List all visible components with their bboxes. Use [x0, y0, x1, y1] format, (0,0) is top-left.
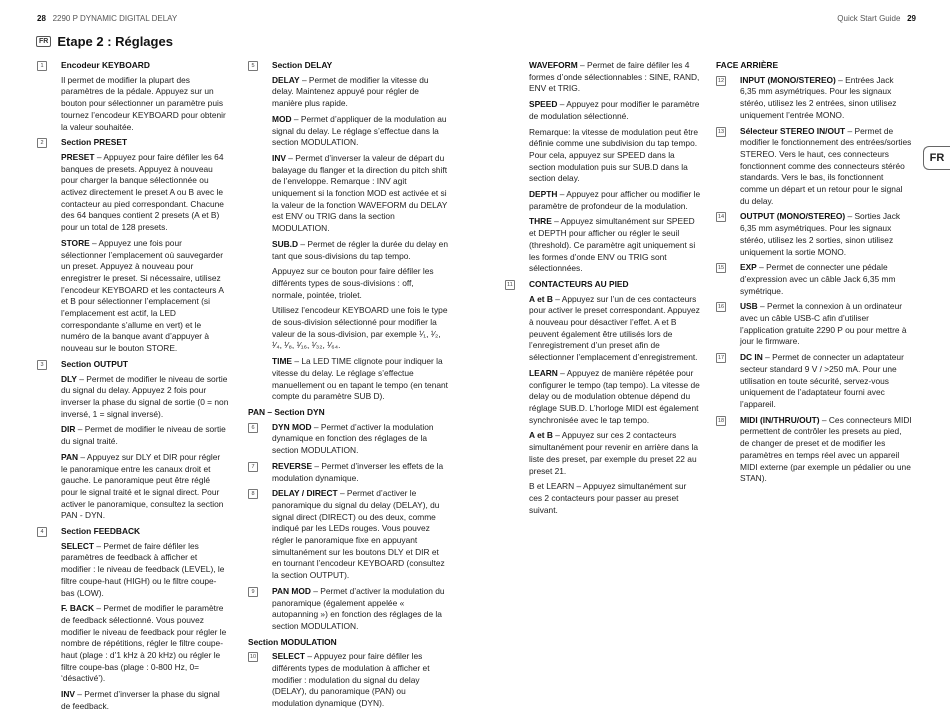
term: PAN — [61, 451, 79, 462]
callout-number: 4 — [37, 527, 47, 537]
paragraph — [740, 301, 912, 348]
callout-number: 11 — [505, 280, 515, 290]
callout-number: 14 — [717, 214, 725, 221]
callout-number: 16 — [717, 304, 725, 311]
term: A et B — [529, 293, 553, 304]
term: LEARN — [529, 367, 558, 378]
term: EXP — [740, 262, 757, 273]
paragraph — [529, 294, 701, 364]
description: – Permet la connexion à un ordinateur avec un câble USB-C afin d’utiliser l’application gratuite 2290 P ou pour mettre à jour le firmware. — [740, 301, 907, 347]
term: SUB.D — [272, 238, 299, 249]
column-3 — [505, 60, 701, 520]
description: – Permet de régler la durée du delay en tant que sous-divisions du tap tempo. — [272, 238, 448, 261]
description: – Sorties Jack 6,35 mm asymétriques. Pour les signaux stéréo, utilisez les 2 sorties, sinon utilisez uniquement la sortie MONO. — [740, 211, 901, 257]
paragraph: Appuyez sur ce bouton pour faire défiler les différents types de sous-divisions : off, normale, pointée, triolet. — [272, 266, 434, 300]
paragraph — [61, 152, 229, 234]
section-title: Section PRESET — [61, 137, 128, 148]
description: – Entrées Jack 6,35 mm asymétriques. Pour les signaux stéréo, utilisez les 2 entrées, sinon utilisez uniquement l’entrée MONO. — [740, 74, 897, 120]
description: – Permet de modifier le paramètre de feedback sélectionné. Vous pouvez modifier le niveau de feedback pour régler le nombre de répétitions, régler le filtre coupe-haut (plage : d’1 kHz à 20 kHz) ou régler le filtre coupe-bas (plage : 0-800 Hz, 0= ‘désactivé’). — [61, 603, 227, 684]
callout-number: 1 — [37, 61, 47, 71]
term: PAN MOD — [272, 585, 311, 596]
description: – Permet de faire défiler les 4 formes d’onde sélectionnables : SINE, RAND, ENV et TRIG. — [529, 60, 700, 94]
paragraph: Remarque: la vitesse de modulation peut être définie comme une subdivision du tap tempo. Pour cela, appuyez sur SPEED dans la section modulation puis sur SUB.D dans la section delay. — [529, 126, 698, 184]
section-feedback — [37, 526, 229, 713]
paragraph — [272, 114, 448, 149]
description: – Appuyez simultanément sur SPEED et DEPTH pour afficher ou régler le seuil (threshold). Ce paramètre agit uniquement si les formes d’onde ENV ou TRIG sont sélectionnées. — [529, 216, 696, 274]
description: – Permet d’inverser la phase du signal de feedback. — [61, 689, 220, 711]
paragraph — [529, 60, 701, 95]
callout-number: 7 — [248, 462, 258, 472]
paragraph — [529, 430, 701, 477]
section-reverse — [248, 461, 448, 484]
paragraph — [61, 603, 229, 685]
term: DLY — [61, 373, 77, 384]
paragraph — [740, 352, 912, 411]
term: TIME — [272, 356, 293, 367]
description: – Appuyez pour faire défiler les 64 banques de presets. Appuyez à nouveau pour charger la banque sélectionnée ou activez directement le preset A ou B avec le contacteur au pied correspondant. Chacune des 64 banques contient 2 presets (A et B) pour un total de 128 presets. — [61, 151, 224, 233]
term: PRESET — [61, 151, 95, 162]
term: REVERSE — [272, 460, 313, 471]
callout-number: 13 — [717, 128, 725, 135]
paragraph — [272, 239, 448, 262]
description: – Permet de modifier le niveau de sortie du signal traité. — [61, 424, 226, 447]
paragraph: Utilisez l’encodeur KEYBOARD une fois le type de sous-division sélectionné pour modifier la valeur de la sous-division, par exemple ¹⁄₁, ¹⁄₂, ¹⁄₄, ¹⁄₈, ¹⁄₁₆, ¹⁄₃₂, ¹⁄₆₄. — [272, 305, 448, 351]
paragraph — [272, 461, 448, 484]
column-4 — [716, 60, 912, 489]
description: – Permet d’activer la modulation du panoramique (également appelée « autopanning ») en fonction des réglages de la section MODULATION. — [272, 585, 445, 631]
right-header-title: Quick Start Guide — [837, 14, 901, 23]
description: – Permet de connecter un adaptateur secteur standard 9 V / >250 mA. Pour une utilisation en toute sécurité, servez-vous uniquement de l’adaptateur fourni avec l’appareil. — [740, 352, 904, 409]
term: MOD — [272, 113, 292, 124]
paragraph — [529, 189, 701, 212]
description: – Permet d’activer le panoramique du signal du delay (DELAY), du signal direct (DIRECT) ou des deux, comme indiqué par les LEDs rouges. Vous pouvez régler le panoramique fixe en appuyant simultanément sur les boutons DLY et DIR et en tournant l’encodeur KEYBOARD (consultez la section OUTPUT). — [272, 488, 445, 581]
term: WAVEFORM — [529, 60, 578, 70]
term: OUTPUT (MONO/STEREO) — [740, 211, 846, 222]
section-title: Section DELAY — [272, 60, 333, 70]
paragraph — [740, 75, 912, 122]
callout-number: 8 — [248, 489, 258, 499]
paragraph — [529, 99, 701, 122]
paragraph — [740, 126, 912, 208]
description: – Permet de connecter une pédale d’expression avec un câble Jack 6,35 mm symétrique. — [740, 262, 896, 296]
term: DIR — [61, 424, 76, 435]
callout-number: 12 — [717, 77, 725, 84]
left-page-number: 28 — [37, 14, 46, 23]
paragraph — [740, 415, 912, 485]
description: – Permet de modifier le niveau de sortie du signal du delay. Appuyez 2 fois pour inverser la phase du signal de sortie (0 = non inversé, 1 = signal inversé). — [61, 373, 229, 419]
left-header-title: 2290 P DYNAMIC DIGITAL DELAY — [52, 14, 178, 23]
callout-number: 15 — [717, 265, 725, 272]
description: – Permet de modifier le fonctionnement des entrées/sorties STEREO. Vers le haut, ces connecteurs fonctionnent comme des connecteurs stéréo standards. Vers le bas, ils fonctionnent comme un départ et un retour pour le signal du delay. — [740, 125, 912, 206]
paragraph — [272, 488, 448, 582]
callout-number: 18 — [717, 417, 725, 424]
description: – Ces connecteurs MIDI permettent de contrôler les presets au pied, de changer de preset et de modifier les paramètres en temps réel avec un appareil MIDI externe (par exemple un pédalier ou une STAN). — [740, 414, 912, 484]
description: – Permet de faire défiler les paramètres de feedback à afficher et modifier : le niveau de feedback (LEVEL), le filtre coupe-haut (HIGH) ou le filtre coupe-bas (LOW). — [61, 540, 225, 598]
pan-dyn-title: PAN – Section DYN — [248, 406, 325, 417]
section-title: Section FEEDBACK — [61, 526, 141, 537]
callout-number: 6 — [248, 423, 258, 433]
section-title: Section OUTPUT — [61, 358, 129, 369]
term: SELECT — [272, 651, 306, 662]
callout-number: 9 — [248, 587, 258, 597]
section-exp — [716, 262, 912, 297]
section-input — [716, 75, 912, 122]
paragraph — [529, 368, 701, 427]
section-delay-direct — [248, 488, 448, 582]
description: – Permet d’appliquer de la modulation au signal du delay. Le réglage s’effectue dans la section MODULATION. — [272, 113, 447, 148]
callout-number: 5 — [248, 61, 258, 71]
paragraph — [272, 356, 448, 403]
term: MIDI (IN/THRU/OUT) — [740, 414, 820, 425]
description: – Appuyez pour faire défiler les différents types de modulation à afficher et modifier : modulation du signal du delay (DELAY), du panoramique (PAN) ou modulation dynamique (DYN). — [272, 651, 430, 709]
paragraph — [272, 75, 448, 110]
description: – Permet de modifier la vitesse du delay. Maintenez appuyé pour régler de manière plus rapide. — [272, 74, 429, 109]
description: – Appuyez de manière répétée pour configurer le tempo (tap tempo). La vitesse de delay ou de modulation obtenue dépend du réglage SUB.D. L’horloge MIDI est également synchronisée avec le tap tempo. — [529, 367, 700, 425]
term: DC IN — [740, 352, 763, 363]
modulation-title: Section MODULATION — [248, 636, 337, 647]
left-page-header — [37, 14, 177, 23]
paragraph: B et LEARN – Appuyez simultanément sur ces 2 contacteurs pour passer au preset suivant. — [529, 481, 687, 515]
description: – Permet d’inverser les effets de la modulation dynamique. — [272, 460, 444, 483]
language-badge: FR — [36, 36, 51, 47]
rear-panel-title: FACE ARRIÈRE — [716, 60, 779, 70]
paragraph: Il permet de modifier la plupart des paramètres de la pédale. Appuyez sur un bouton pour sélectionner un paramètre puis tournez l’encodeur KEYBOARD pour obtenir la valeur souhaitée. — [61, 74, 226, 132]
term: STORE — [61, 237, 90, 248]
callout-number: 3 — [37, 360, 47, 370]
column-1 — [37, 60, 229, 717]
description: – Appuyez une fois pour sélectionner l’emplacement où sauvegarder un preset. Appuyez à nouveau pour enregistrer le preset. Si nécessaire, utilisez l’encodeur KEYBOARD et les contacteurs A et B pour sélectionner l’emplacement (si l’emplacement est actif, la LED correspondante s’allume en vert) et le numéro de la banque avant d’appuyer à nouveau sur le bouton STORE. — [61, 237, 224, 354]
term: A et B — [529, 430, 553, 441]
section-keyboard — [37, 60, 229, 133]
description: – Appuyez pour afficher ou modifier le paramètre de profondeur de la modulation. — [529, 189, 701, 211]
term: SPEED — [529, 99, 558, 110]
section-dyn-mod — [248, 422, 448, 457]
section-title: Encodeur KEYBOARD — [61, 60, 150, 70]
term: DELAY — [272, 74, 300, 85]
section-preset — [37, 137, 229, 355]
term: INV — [61, 689, 75, 700]
title-row — [36, 34, 173, 49]
section-pan-mod — [248, 586, 448, 633]
modulation-params — [505, 60, 701, 275]
description: – Appuyez pour modifier le paramètre de modulation sélectionné. — [529, 99, 700, 121]
page-title: Etape 2 : Réglages — [57, 34, 173, 49]
column-2 — [248, 60, 448, 714]
section-stereo-switch — [716, 126, 912, 208]
paragraph — [61, 238, 229, 355]
paragraph — [61, 452, 229, 522]
paragraph — [272, 651, 448, 710]
callout-number: 2 — [37, 138, 47, 148]
section-dc-in — [716, 352, 912, 411]
term: THRE — [529, 216, 552, 227]
callout-number: 10 — [249, 654, 257, 661]
paragraph — [61, 374, 229, 421]
paragraph — [61, 424, 229, 447]
term: Sélecteur STEREO IN/OUT — [740, 125, 846, 136]
description: – Permet d’inverser la valeur de départ du balayage du flanger et la direction du pitch shift de l’enveloppe. Remarque : INV agit uniquement si la fonction MOD est activée et si la valeur de la fonction WAVEFORM du DELAY est ENV ou TRIG dans la section MODULATION. — [272, 152, 448, 234]
section-usb — [716, 301, 912, 348]
description: – Appuyez sur l’un de ces contacteurs pour activer le preset correspondant. Appuyez à nouveau pour désactiver l’effet. A et B peuvent également être utilisés lors de l’enregistrement d’un preset afin de sélectionner l’emplacement d’enregistrement. — [529, 293, 700, 363]
section-footswitches — [505, 279, 701, 516]
term: USB — [740, 301, 758, 312]
language-side-tab: FR — [923, 146, 950, 170]
term: INV — [272, 152, 286, 163]
paragraph — [740, 211, 912, 258]
term: DEPTH — [529, 189, 558, 200]
paragraph — [529, 216, 701, 275]
term: F. BACK — [61, 603, 95, 614]
section-delay — [248, 60, 448, 403]
section-midi — [716, 415, 912, 485]
description: – La LED TIME clignote pour indiquer la vitesse du delay. Le réglage s’effectue manuellement ou en tapant le tempo (en tenant compte du paramètre SUB D). — [272, 356, 448, 402]
term: DYN MOD — [272, 421, 312, 432]
section-output-jacks — [716, 211, 912, 258]
callout-number: 17 — [717, 355, 725, 362]
paragraph — [272, 153, 448, 235]
paragraph — [61, 541, 229, 600]
paragraph — [272, 586, 448, 633]
section-select-mod — [248, 651, 448, 710]
paragraph — [272, 422, 448, 457]
right-page-header — [837, 14, 916, 23]
paragraph — [740, 262, 912, 297]
description: – Permet d’activer la modulation dynamique en fonction des réglages de la section MODULATION. — [272, 421, 434, 456]
section-output — [37, 359, 229, 522]
description: – Appuyez sur ces 2 contacteurs simultanément pour revenir en arrière dans la liste des preset, par exemple du preset 22 au preset 21. — [529, 430, 698, 476]
term: INPUT (MONO/STEREO) — [740, 74, 836, 85]
section-title: CONTACTEURS AU PIED — [529, 278, 629, 289]
term: DELAY / DIRECT — [272, 488, 338, 499]
description: – Appuyez sur DLY et DIR pour régler le panoramique entre les canaux droit et gauche. Le panoramique peut être réglé pour le signal traité et le signal direct. Pour activer le panoramique, consultez la section PAN - DYN. — [61, 451, 224, 521]
term: SELECT — [61, 540, 95, 551]
right-page-number: 29 — [907, 14, 916, 23]
